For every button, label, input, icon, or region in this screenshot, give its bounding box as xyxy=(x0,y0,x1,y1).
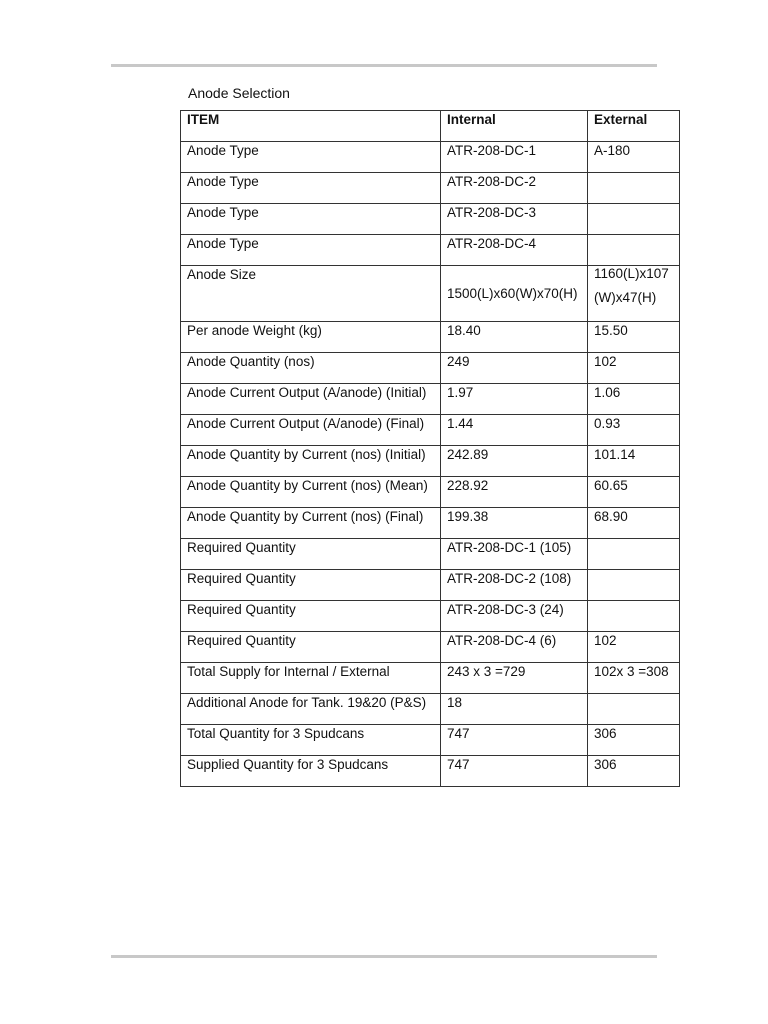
item-cell: Additional Anode for Tank. 19&20 (P&S) xyxy=(181,694,441,725)
item-cell: Total Quantity for 3 Spudcans xyxy=(181,725,441,756)
item-cell: Anode Quantity by Current (nos) (Final) xyxy=(181,508,441,539)
internal-cell: 1.97 xyxy=(441,384,588,415)
table-row xyxy=(181,415,680,446)
bottom-divider xyxy=(111,955,657,958)
external-cell xyxy=(588,173,680,204)
external-cell: 102 xyxy=(588,632,680,663)
internal-cell: ATR-208-DC-2 (108) xyxy=(441,570,588,601)
external-cell: 102 xyxy=(588,353,680,384)
table-row xyxy=(181,204,680,235)
table-row xyxy=(181,570,680,601)
external-cell: 306 xyxy=(588,756,680,787)
internal-cell: ATR-208-DC-3 xyxy=(441,204,588,235)
internal-cell: 1500(L)x60(W)x70(H) xyxy=(441,266,588,322)
external-cell: 306 xyxy=(588,725,680,756)
table-row xyxy=(181,539,680,570)
internal-cell: ATR-208-DC-4 (6) xyxy=(441,632,588,663)
item-cell: Anode Type xyxy=(181,204,441,235)
external-cell: 101.14 xyxy=(588,446,680,477)
internal-cell: 249 xyxy=(441,353,588,384)
table-row xyxy=(181,322,680,353)
item-cell: Required Quantity xyxy=(181,570,441,601)
table-header-row xyxy=(181,111,680,142)
internal-cell: ATR-208-DC-2 xyxy=(441,173,588,204)
internal-cell: ATR-208-DC-1 xyxy=(441,142,588,173)
item-cell: Anode Current Output (A/anode) (Final) xyxy=(181,415,441,446)
item-cell: Required Quantity xyxy=(181,539,441,570)
internal-cell: 242.89 xyxy=(441,446,588,477)
external-cell: A-180 xyxy=(588,142,680,173)
table-row xyxy=(181,725,680,756)
external-cell xyxy=(588,601,680,632)
header-internal: Internal xyxy=(441,111,588,142)
header-external: External xyxy=(588,111,680,142)
table-row xyxy=(181,235,680,266)
item-cell: Anode Size xyxy=(181,266,441,322)
table-row xyxy=(181,508,680,539)
item-cell: Required Quantity xyxy=(181,632,441,663)
external-cell xyxy=(588,539,680,570)
anode-selection-table xyxy=(180,110,680,787)
table-row xyxy=(181,694,680,725)
external-cell: 68.90 xyxy=(588,508,680,539)
internal-cell: ATR-208-DC-1 (105) xyxy=(441,539,588,570)
table-row xyxy=(181,173,680,204)
table-row xyxy=(181,477,680,508)
item-cell: Anode Quantity by Current (nos) (Mean) xyxy=(181,477,441,508)
internal-cell: 18.40 xyxy=(441,322,588,353)
item-cell: Anode Type xyxy=(181,173,441,204)
table-row xyxy=(181,384,680,415)
external-cell xyxy=(588,694,680,725)
internal-cell: ATR-208-DC-3 (24) xyxy=(441,601,588,632)
external-cell: 0.93 xyxy=(588,415,680,446)
table-row xyxy=(181,142,680,173)
internal-cell: 1.44 xyxy=(441,415,588,446)
external-cell xyxy=(588,204,680,235)
header-item: ITEM xyxy=(181,111,441,142)
item-cell: Anode Quantity (nos) xyxy=(181,353,441,384)
item-cell: Required Quantity xyxy=(181,601,441,632)
table-row xyxy=(181,601,680,632)
internal-cell: 228.92 xyxy=(441,477,588,508)
external-cell xyxy=(588,235,680,266)
table-row xyxy=(181,756,680,787)
item-cell: Per anode Weight (kg) xyxy=(181,322,441,353)
table-row xyxy=(181,663,680,694)
external-cell: 1160(L)x107(W)x47(H) xyxy=(588,266,680,322)
table-caption: Anode Selection xyxy=(188,85,290,101)
table-row xyxy=(181,353,680,384)
internal-cell: 18 xyxy=(441,694,588,725)
item-cell: Anode Type xyxy=(181,235,441,266)
external-cell: 1.06 xyxy=(588,384,680,415)
internal-cell: 199.38 xyxy=(441,508,588,539)
item-cell: Anode Quantity by Current (nos) (Initial) xyxy=(181,446,441,477)
external-cell: 60.65 xyxy=(588,477,680,508)
internal-cell: 747 xyxy=(441,756,588,787)
external-cell: 15.50 xyxy=(588,322,680,353)
internal-cell: 747 xyxy=(441,725,588,756)
external-cell xyxy=(588,570,680,601)
item-cell: Supplied Quantity for 3 Spudcans xyxy=(181,756,441,787)
table-row xyxy=(181,446,680,477)
internal-cell: 243 x 3 =729 xyxy=(441,663,588,694)
table-row xyxy=(181,632,680,663)
item-cell: Anode Type xyxy=(181,142,441,173)
item-cell: Anode Current Output (A/anode) (Initial) xyxy=(181,384,441,415)
external-cell: 102x 3 =308 xyxy=(588,663,680,694)
internal-cell: ATR-208-DC-4 xyxy=(441,235,588,266)
item-cell: Total Supply for Internal / External xyxy=(181,663,441,694)
top-divider xyxy=(111,64,657,67)
table-row xyxy=(181,266,680,322)
